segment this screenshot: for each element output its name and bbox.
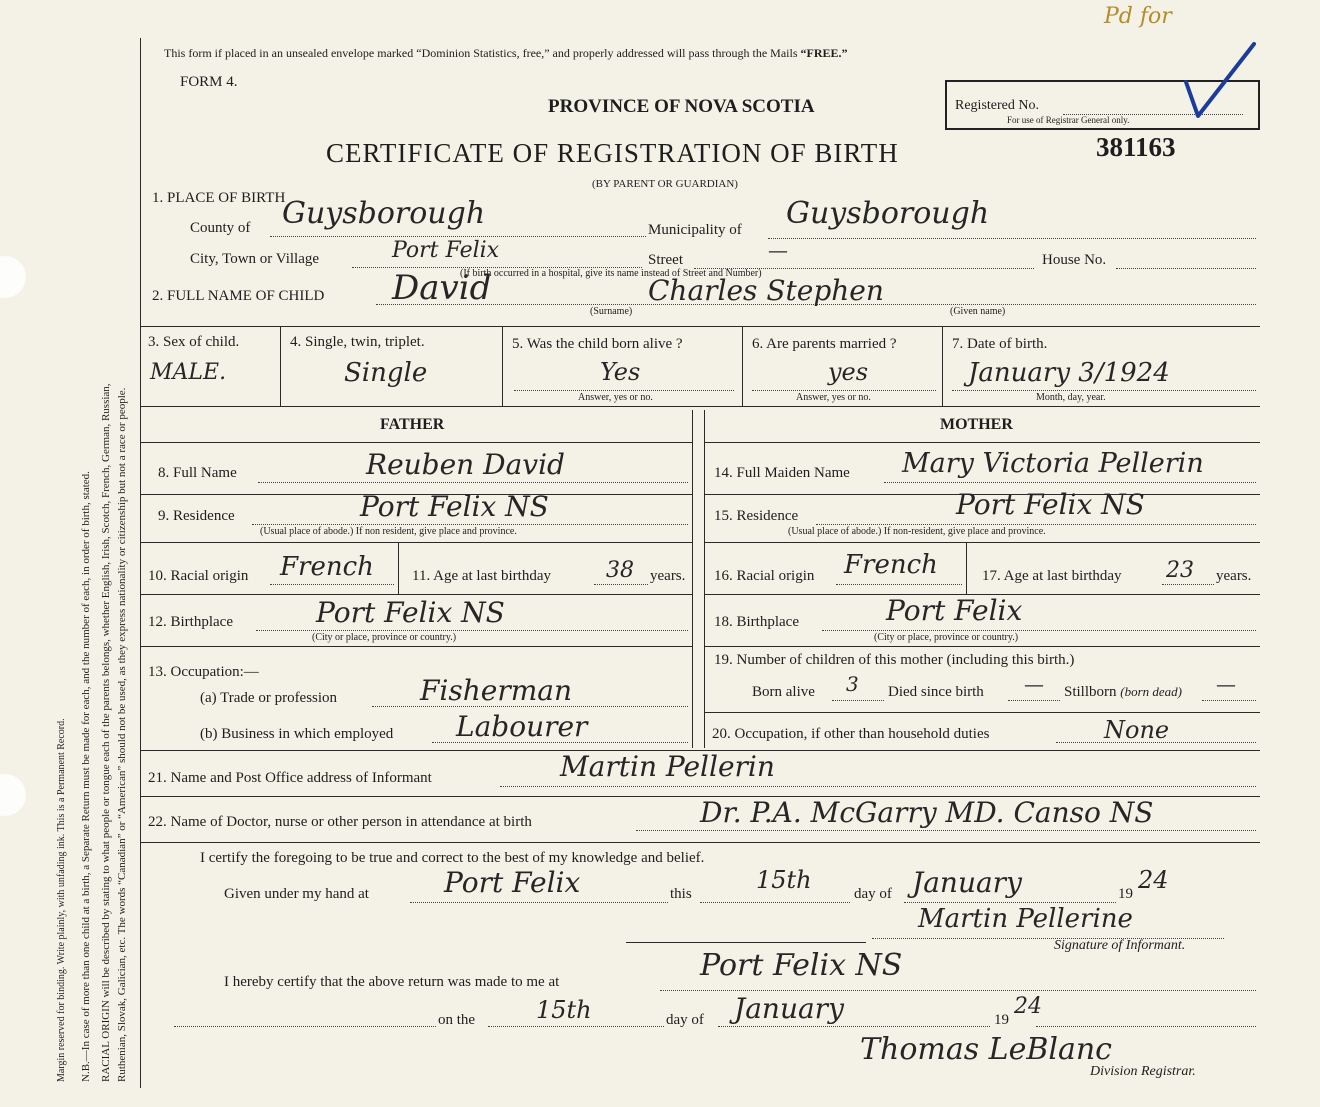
father-race-line xyxy=(270,584,394,585)
municipality-value: Guysborough xyxy=(786,196,990,231)
alive-label: 5. Was the child born alive ? xyxy=(512,336,683,352)
mother-residence: Port Felix NS xyxy=(956,488,1145,521)
informant-label: 21. Name and Post Office address of Informant xyxy=(148,770,432,786)
father-age: 38 xyxy=(606,558,634,583)
mother-name: Mary Victoria Pellerin xyxy=(902,448,1204,479)
check-mark-icon xyxy=(1176,38,1266,126)
informant-signature: Martin Pellerine xyxy=(918,904,1133,934)
child-surname: David xyxy=(392,268,492,308)
father-occupation-label: 13. Occupation:— xyxy=(148,664,259,680)
mother-race-line xyxy=(836,584,962,585)
father-name-line xyxy=(258,482,688,483)
certify-statement: I certify the foregoing to be true and correct to the best of my knowledge and belief. xyxy=(200,850,705,866)
given-year-prefix: 19 xyxy=(1118,886,1133,902)
mother-occupation: None xyxy=(1104,716,1170,744)
registrar-day: 15th xyxy=(536,996,592,1024)
mother-residence-line xyxy=(816,524,1256,525)
registration-number: 381163 xyxy=(1096,132,1176,162)
stillborn-line xyxy=(1202,700,1256,701)
given-month-line xyxy=(904,902,1116,903)
registrar-year-prefix: 19 xyxy=(994,1012,1009,1028)
county-line xyxy=(270,236,646,237)
registrar-day-of-label: day of xyxy=(666,1012,704,1028)
parents-heading-rule-left xyxy=(140,442,692,443)
given-year: 24 xyxy=(1138,866,1169,894)
row3-div-4 xyxy=(942,326,943,406)
punch-hole-bottom xyxy=(0,774,26,816)
died-line xyxy=(1008,700,1060,701)
married-line xyxy=(752,390,936,391)
alive-value: Yes xyxy=(600,358,641,386)
dob-label: 7. Date of birth. xyxy=(952,336,1048,352)
sex-label: 3. Sex of child. xyxy=(148,334,240,350)
born-alive-line xyxy=(832,700,884,701)
born-alive-label: Born alive xyxy=(752,684,815,700)
registrar-place-line xyxy=(660,990,1256,991)
informant-value: Martin Pellerin xyxy=(560,750,775,783)
born-alive-value: 3 xyxy=(846,672,859,696)
dob-note: Month, day, year. xyxy=(1036,392,1106,403)
row3-top-rule xyxy=(140,326,1260,327)
married-value: yes xyxy=(828,358,869,386)
doctor-label: 22. Name of Doctor, nurse or other person in attendance at birth xyxy=(148,814,532,830)
father-birthplace-label: 12. Birthplace xyxy=(148,614,233,630)
alive-note: Answer, yes or no. xyxy=(578,392,653,403)
form-number: FORM 4. xyxy=(180,74,238,90)
mother-left-rule xyxy=(704,410,705,748)
stillborn-label: Stillborn (born dead) xyxy=(1064,684,1183,700)
mother-residence-note: (Usual place of abode.) If non-resident, give place and province. xyxy=(788,526,1046,537)
given-name-note: (Given name) xyxy=(950,306,1006,317)
married-label: 6. Are parents married ? xyxy=(752,336,897,352)
mother-residence-label: 15. Residence xyxy=(714,508,799,524)
province-title: PROVINCE OF NOVA SCOTIA xyxy=(548,96,815,117)
registered-label: Registered No. xyxy=(955,98,1039,113)
stillborn-note: (born dead) xyxy=(1120,684,1183,699)
died-label: Died since birth xyxy=(888,684,984,700)
father-heading: FATHER xyxy=(380,416,445,433)
plurality-value: Single xyxy=(344,358,428,388)
registrar-on-the-label: on the xyxy=(438,1012,476,1028)
mother-years-label: years. xyxy=(1216,568,1252,584)
mother-birthplace: Port Felix xyxy=(886,594,1023,627)
mother-age-line xyxy=(1162,584,1214,585)
mother-row18-rule xyxy=(704,646,1260,647)
registrar-signature: Thomas LeBlanc xyxy=(860,1032,1112,1067)
certificate-title: CERTIFICATE OF REGISTRATION OF BIRTH xyxy=(326,138,899,168)
married-note: Answer, yes or no. xyxy=(796,392,871,403)
father-row10-rule xyxy=(140,594,692,595)
registrar-pre-line xyxy=(174,1026,436,1027)
mother-heading: MOTHER xyxy=(940,416,1013,433)
surname-note: (Surname) xyxy=(590,306,633,317)
municipality-line xyxy=(768,238,1256,239)
child-given-name: Charles Stephen xyxy=(648,274,884,307)
father-business-label: (b) Business in which employed xyxy=(200,726,394,742)
registrar-year: 24 xyxy=(1014,994,1042,1019)
father-birthplace-line xyxy=(256,630,688,631)
certificate-subtitle: (BY PARENT OR GUARDIAN) xyxy=(592,178,738,190)
mother-race-div xyxy=(966,542,967,594)
margin-note-4: Ruthenian, Slovak, Galician, etc. The words “Canadian” or “American” should not be used, as they express nationality or citizenship but not a race or people. xyxy=(116,387,128,1082)
annotation-top-right: Pd for xyxy=(1104,4,1172,29)
mother-children-label: 19. Number of children of this mother (including this birth.) xyxy=(714,652,1075,668)
mother-birthplace-line xyxy=(822,630,1256,631)
father-race: French xyxy=(280,552,374,582)
street-label: Street xyxy=(648,252,683,268)
free-label: “FREE.” xyxy=(800,46,848,60)
place-of-birth-label: 1. PLACE OF BIRTH xyxy=(152,190,286,206)
registrar-day-line xyxy=(488,1026,664,1027)
doctor-value: Dr. P.A. McGarry MD. Canso NS xyxy=(700,796,1154,829)
informant-line xyxy=(500,786,1256,787)
mother-birthplace-note: (City or place, province or country.) xyxy=(874,632,1019,643)
given-place: Port Felix xyxy=(444,866,581,899)
father-trade-label: (a) Trade or profession xyxy=(200,690,338,706)
father-birthplace-note: (City or place, province or country.) xyxy=(312,632,457,643)
row3-div-2 xyxy=(502,326,503,406)
margin-note-1: Margin reserved for binding. Write plainly, with unfading ink. This is a Permanent Record. xyxy=(56,718,67,1082)
dob-value: January 3/1924 xyxy=(968,358,1170,388)
registrar-year-line xyxy=(1036,1026,1256,1027)
registrar-month: January xyxy=(734,992,844,1025)
doctor-bottom-rule xyxy=(140,842,1260,843)
registered-note: For use of Registrar General only. xyxy=(1007,115,1130,125)
father-row12-rule xyxy=(140,646,692,647)
father-name: Reuben David xyxy=(366,448,565,481)
mother-row15-rule xyxy=(704,542,1260,543)
father-business: Labourer xyxy=(456,710,588,743)
father-years-label: years. xyxy=(650,568,686,584)
street-value: — xyxy=(768,238,788,262)
this-label: this xyxy=(670,886,692,902)
doctor-line xyxy=(636,830,1256,831)
father-birthplace: Port Felix NS xyxy=(316,596,505,629)
house-label: House No. xyxy=(1042,252,1107,268)
municipality-label: Municipality of xyxy=(648,222,742,238)
margin-note-2: N.B.—In case of more than one child at a birth, a Separate Return must be made for each, and the number of each, in order of birth, stated. xyxy=(80,471,92,1082)
child-name-label: 2. FULL NAME OF CHILD xyxy=(152,288,325,304)
father-residence-note: (Usual place of abode.) If non resident, give place and province. xyxy=(260,526,517,537)
parents-heading-rule-right xyxy=(704,442,1260,443)
mother-occupation-label: 20. Occupation, if other than household duties xyxy=(712,726,990,742)
given-day-of-label: day of xyxy=(854,886,892,902)
father-name-label: 8. Full Name xyxy=(158,465,237,481)
mother-age-label: 17. Age at last birthday xyxy=(982,568,1122,584)
father-row9-rule xyxy=(140,542,692,543)
margin-note-3: RACIAL ORIGIN will be described by stating to what people or tongue each of the parents belongs, whether English, Irish, Scotch, French, German, Russian, xyxy=(100,383,112,1082)
father-residence: Port Felix NS xyxy=(360,490,549,523)
mother-race-label: 16. Racial origin xyxy=(714,568,815,584)
registrar-statement: I hereby certify that the above return was made to me at xyxy=(224,974,560,990)
mail-notice: This form if placed in an unsealed envelope marked “Dominion Statistics, free,” and properly addressed will pass through the Mails “FREE.” xyxy=(164,46,848,60)
hospital-note: (If birth occurred in a hospital, give its name instead of Street and Number) xyxy=(460,268,762,279)
registrar-month-line xyxy=(718,1026,990,1027)
father-trade: Fisherman xyxy=(420,674,573,707)
row3-div-3 xyxy=(742,326,743,406)
alive-line xyxy=(514,390,734,391)
registrar-place: Port Felix NS xyxy=(700,948,903,983)
row3-bottom-rule xyxy=(140,406,1260,407)
county-label: County of xyxy=(190,220,251,236)
given-under-label: Given under my hand at xyxy=(224,886,369,902)
city-label: City, Town or Village xyxy=(190,251,320,267)
given-place-line xyxy=(410,902,668,903)
dob-line xyxy=(952,390,1256,391)
punch-hole-top xyxy=(0,256,26,298)
mother-row19-rule xyxy=(704,712,1260,713)
given-day: 15th xyxy=(756,866,812,894)
mother-name-label: 14. Full Maiden Name xyxy=(714,465,850,481)
died-value: — xyxy=(1024,672,1044,696)
registrar-top-rule xyxy=(626,942,866,943)
left-rule xyxy=(140,38,141,1088)
city-value: Port Felix xyxy=(392,238,500,263)
father-residence-label: 9. Residence xyxy=(158,508,235,524)
father-residence-line xyxy=(252,524,688,525)
registrar-signature-label: Division Registrar. xyxy=(1090,1064,1196,1079)
given-day-line xyxy=(700,902,850,903)
county-value: Guysborough xyxy=(282,196,486,231)
plurality-label: 4. Single, twin, triplet. xyxy=(290,334,425,350)
house-line xyxy=(1116,268,1256,269)
informant-signature-label: Signature of Informant. xyxy=(1054,938,1186,953)
father-right-rule xyxy=(692,410,693,748)
mother-age: 23 xyxy=(1166,558,1194,583)
mother-name-line xyxy=(884,482,1256,483)
father-age-label: 11. Age at last birthday xyxy=(412,568,551,584)
mother-birthplace-label: 18. Birthplace xyxy=(714,614,799,630)
mother-race: French xyxy=(844,550,938,580)
stillborn-value: — xyxy=(1216,672,1236,696)
row3-div-1 xyxy=(280,326,281,406)
sex-value: MALE. xyxy=(150,360,227,385)
father-race-label: 10. Racial origin xyxy=(148,568,249,584)
father-race-div xyxy=(398,542,399,594)
father-age-line xyxy=(594,584,648,585)
given-month: January xyxy=(912,866,1022,899)
